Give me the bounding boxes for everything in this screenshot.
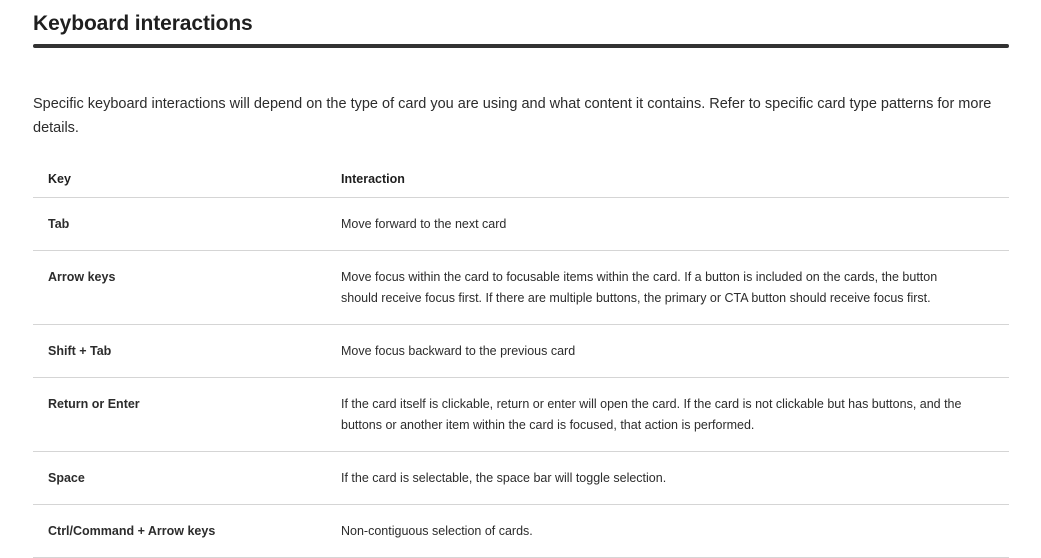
interaction-cell: If the card itself is clickable, return or enter will open the card. If the card is not clickable but has buttons, and the buttons or another item within the card is focused, that action is performed.	[341, 378, 1009, 452]
key-cell: Space	[33, 452, 341, 505]
key-cell: Shift + Tab	[33, 325, 341, 378]
heading-divider	[33, 44, 1009, 48]
table-row	[33, 452, 1009, 505]
key-cell: Tab	[33, 198, 341, 251]
table-row	[33, 325, 1009, 378]
table-header-row	[33, 161, 1009, 198]
interaction-cell: Move focus backward to the previous card	[341, 325, 1009, 378]
table-row	[33, 198, 1009, 251]
column-header-interaction: Interaction	[341, 161, 1009, 198]
key-cell: Arrow keys	[33, 251, 341, 325]
key-cell: Ctrl/Command + Arrow keys	[33, 505, 341, 558]
interaction-cell: Move focus within the card to focusable items within the card. If a button is included on the cards, the button should receive focus first. If there are multiple buttons, the primary or CTA button should receive focus first.	[341, 251, 1009, 325]
keyboard-interactions-table	[33, 161, 1009, 558]
key-cell: Return or Enter	[33, 378, 341, 452]
interaction-cell: Non-contiguous selection of cards.	[341, 505, 1009, 558]
keyboard-interactions-section	[33, 0, 1009, 558]
table-row	[33, 251, 1009, 325]
table-row	[33, 505, 1009, 558]
intro-paragraph: Specific keyboard interactions will depend on the type of card you are using and what content it contains. Refer to specific card type patterns for more details.	[33, 96, 992, 136]
interaction-cell: If the card is selectable, the space bar will toggle selection.	[341, 452, 1009, 505]
interaction-cell: Move forward to the next card	[341, 198, 1009, 251]
column-header-key: Key	[33, 161, 341, 198]
table-row	[33, 378, 1009, 452]
section-title: Keyboard interactions	[33, 12, 253, 35]
